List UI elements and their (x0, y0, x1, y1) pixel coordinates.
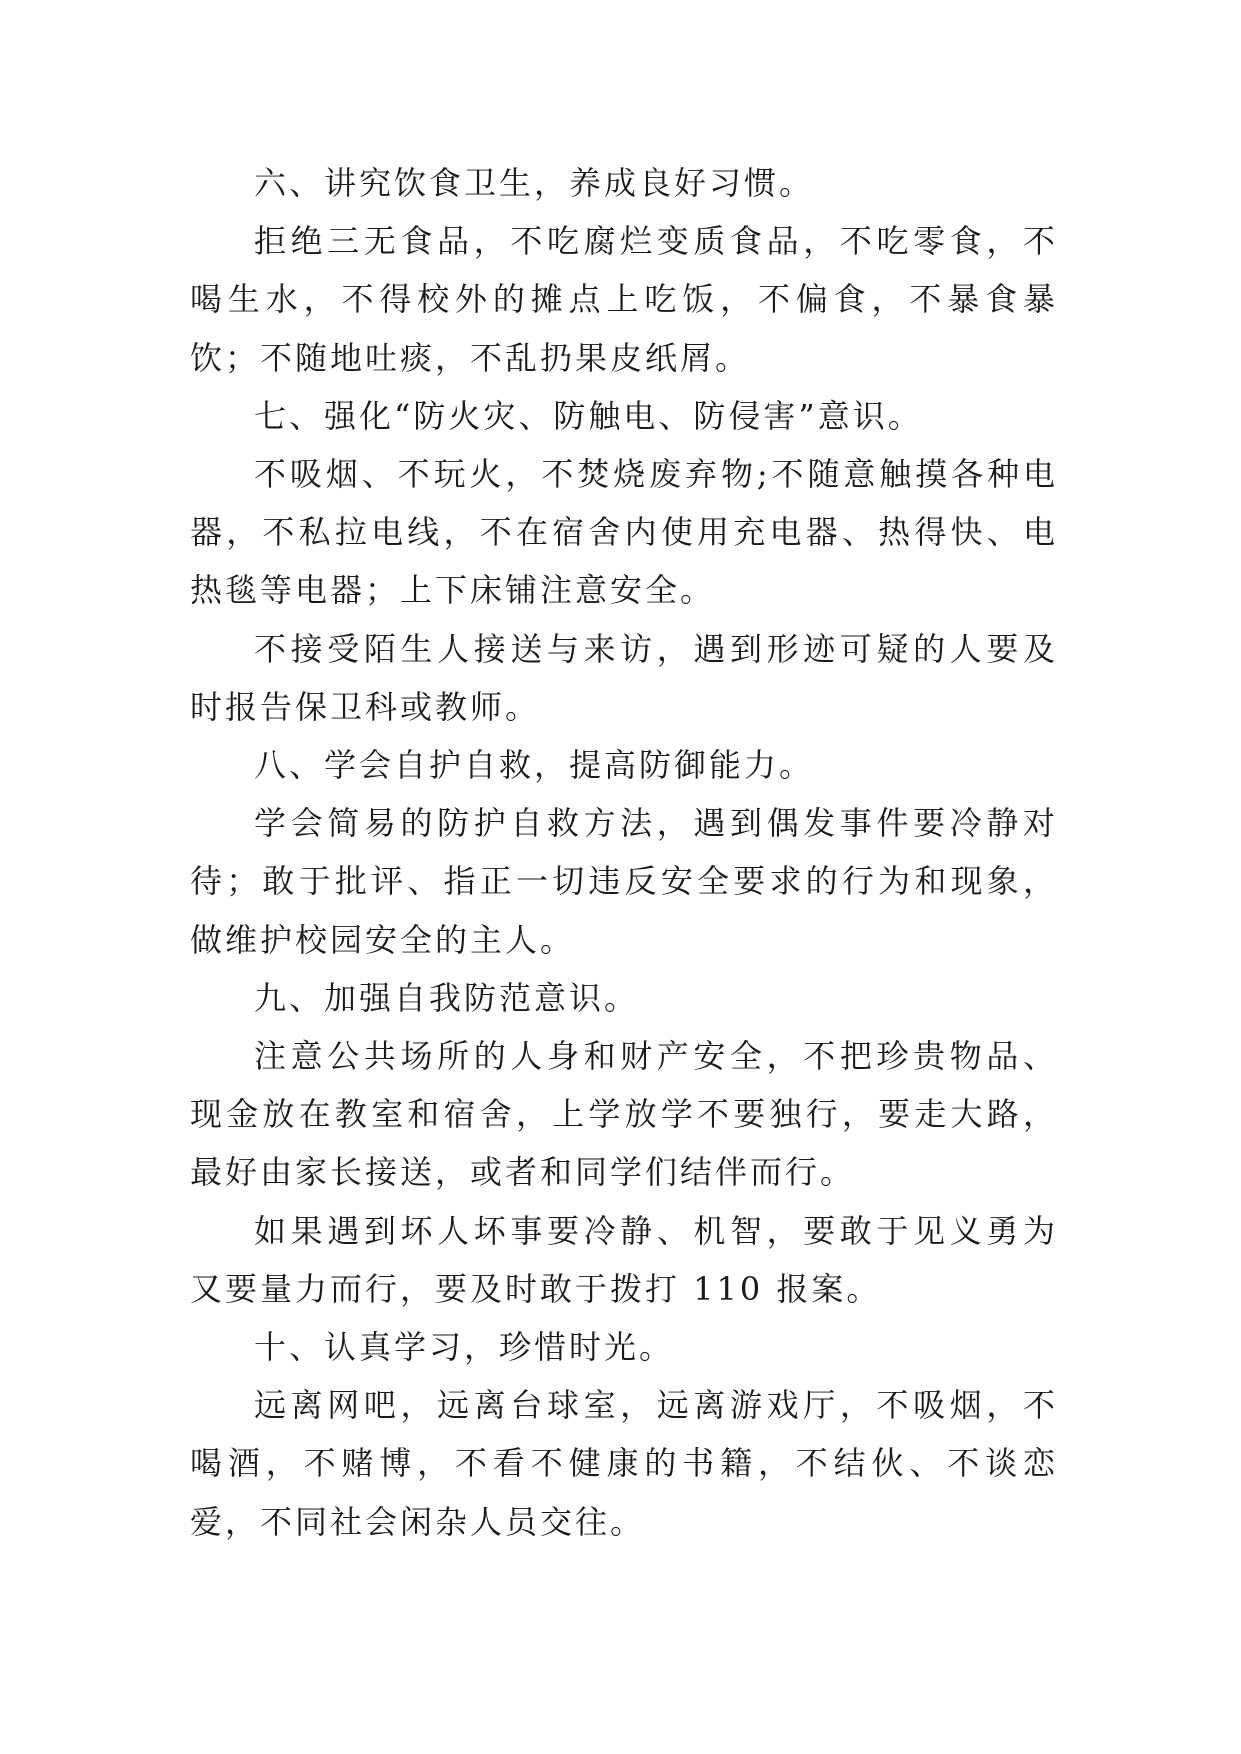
section-heading: 十、认真学习，珍惜时光。 (254, 1328, 675, 1367)
section-heading: 九、加强自我防范意识。 (254, 978, 640, 1017)
section-heading: 七、强化“防火灾、防触电、防侵害”意识。 (254, 396, 923, 435)
body-paragraph: 不吸烟、不玩火，不焚烧废弃物;不随意触摸各种电器，不私拉电线，不在宿舍内使用充电器、热得快、电热毯等电器；上下床铺注意安全。 (190, 455, 1058, 610)
section-heading: 八、学会自护自救，提高防御能力。 (254, 746, 815, 785)
body-paragraph: 拒绝三无食品，不吃腐烂变质食品，不吃零食，不喝生水，不得校外的摊点上吃饭，不偏食，不暴食暴饮；不随地吐痰，不乱扔果皮纸屑。 (190, 222, 1058, 377)
body-paragraph: 远离网吧，远离台球室，远离游戏厅，不吸烟，不喝酒，不赌博，不看不健康的书籍，不结伙、不谈恋爱，不同社会闲杂人员交往。 (190, 1386, 1058, 1541)
section-heading: 六、讲究饮食卫生，养成良好习惯。 (254, 164, 815, 202)
document-body (190, 154, 1058, 1551)
body-paragraph: 如果遇到坏人坏事要冷静、机智，要敢于见义勇为又要量力而行，要及时敢于拨打 110 报案。 (190, 1211, 1058, 1308)
body-paragraph: 不接受陌生人接送与来访，遇到形迹可疑的人要及时报告保卫科或教师。 (190, 629, 1058, 726)
body-paragraph: 注意公共场所的人身和财产安全，不把珍贵物品、现金放在教室和宿舍，上学放学不要独行，要走大路，最好由家长接送，或者和同学们结伴而行。 (190, 1037, 1058, 1192)
body-paragraph: 学会简易的防护自救方法，遇到偶发事件要冷静对待；敢于批评、指正一切违反安全要求的行为和现象，做维护校园安全的主人。 (190, 804, 1058, 959)
